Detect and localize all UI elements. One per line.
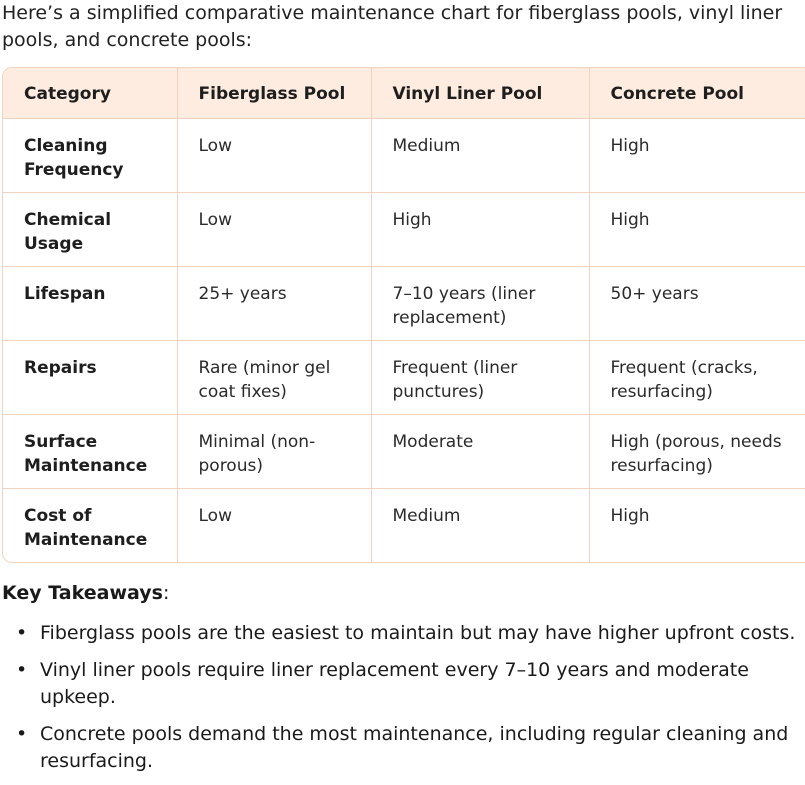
cell-fiberglass: Low — [177, 192, 371, 266]
cell-vinyl: Frequent (liner punctures) — [371, 340, 589, 414]
list-item-text: Vinyl liner pools require liner replacement every 7–10 years and moderate upkeep. — [40, 659, 749, 708]
table-header-row — [3, 68, 805, 118]
cell-fiberglass: 25+ years — [177, 266, 371, 340]
cell-fiberglass: Rare (minor gel coat fixes) — [177, 340, 371, 414]
comparison-table — [2, 67, 805, 563]
row-category: Cleaning Frequency — [3, 118, 177, 192]
header-concrete: Concrete Pool — [589, 68, 805, 118]
cell-vinyl: 7–10 years (liner replacement) — [371, 266, 589, 340]
row-category: Cost of Maintenance — [3, 488, 177, 562]
list-item — [0, 620, 800, 647]
intro-text: Here’s a simplified comparative maintenance chart for fiberglass pools, vinyl liner pools, and concrete pools: — [2, 2, 783, 51]
table-row — [3, 266, 805, 340]
header-category: Category — [3, 68, 177, 118]
cell-concrete: High — [589, 488, 805, 562]
bullet-icon: • — [16, 622, 28, 644]
maintenance-table — [3, 68, 805, 562]
row-category: Lifespan — [3, 266, 177, 340]
cell-concrete: Frequent (cracks, resurfacing) — [589, 340, 805, 414]
cell-concrete: 50+ years — [589, 266, 805, 340]
list-item — [0, 721, 800, 775]
list-item-text: Fiberglass pools are the easiest to maintain but may have higher upfront costs. — [40, 622, 796, 644]
cell-fiberglass: Low — [177, 488, 371, 562]
header-vinyl: Vinyl Liner Pool — [371, 68, 589, 118]
cell-vinyl: Medium — [371, 488, 589, 562]
bullet-icon: • — [16, 723, 28, 745]
key-takeaways-label: Key Takeaways — [2, 582, 163, 604]
table-row — [3, 118, 805, 192]
key-takeaways-heading — [2, 580, 169, 607]
header-fiberglass: Fiberglass Pool — [177, 68, 371, 118]
cell-concrete: High — [589, 192, 805, 266]
bullet-icon: • — [16, 659, 28, 681]
table-row — [3, 340, 805, 414]
row-category: Surface Maintenance — [3, 414, 177, 488]
takeaways-list — [0, 620, 800, 785]
cell-concrete: High (porous, needs resurfacing) — [589, 414, 805, 488]
cell-vinyl: Moderate — [371, 414, 589, 488]
row-category: Chemical Usage — [3, 192, 177, 266]
cell-vinyl: High — [371, 192, 589, 266]
cell-concrete: High — [589, 118, 805, 192]
cell-fiberglass: Minimal (non-porous) — [177, 414, 371, 488]
cell-vinyl: Medium — [371, 118, 589, 192]
cell-fiberglass: Low — [177, 118, 371, 192]
table-row — [3, 488, 805, 562]
table-row — [3, 192, 805, 266]
list-item — [0, 657, 800, 711]
list-item-text: Concrete pools demand the most maintenance, including regular cleaning and resurfacing. — [40, 723, 789, 772]
key-takeaways-colon: : — [162, 582, 170, 604]
table-row — [3, 414, 805, 488]
row-category: Repairs — [3, 340, 177, 414]
